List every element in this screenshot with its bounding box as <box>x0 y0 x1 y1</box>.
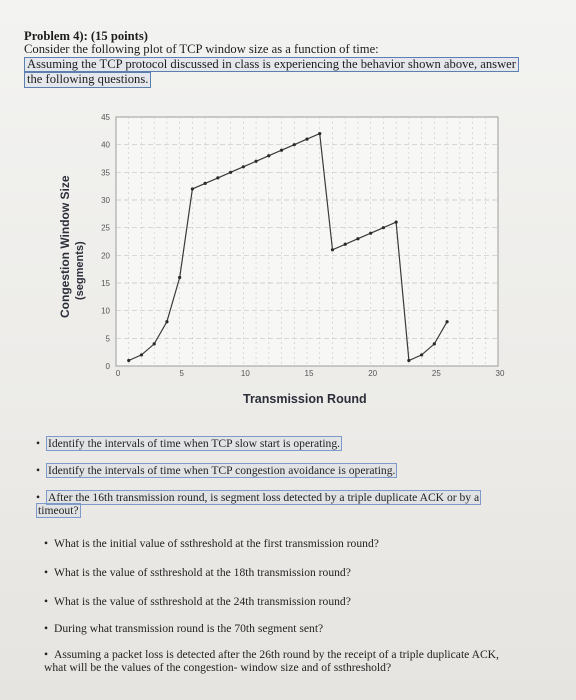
problem-intro: Consider the following plot of TCP window size as a function of time: <box>24 42 379 57</box>
y-tick-label: 40 <box>101 140 110 150</box>
y-tick-label: 35 <box>101 168 110 178</box>
data-point <box>433 342 436 345</box>
data-point <box>369 232 372 235</box>
data-point <box>267 154 270 157</box>
data-point <box>127 359 130 362</box>
data-point <box>356 237 359 240</box>
y-tick-label: 25 <box>101 223 110 233</box>
question-1: • Identify the intervals of time when TCP slow start is operating. <box>36 437 341 450</box>
x-tick-label: 25 <box>431 369 441 378</box>
data-point <box>344 243 347 246</box>
data-point <box>407 359 410 362</box>
y-tick-label: 5 <box>105 334 110 344</box>
question-6: • What is the value of ssthreshold at the 24th transmission round? <box>44 595 351 608</box>
data-point <box>191 187 194 190</box>
data-point <box>229 171 232 174</box>
y-axis-label: Congestion Window Size <box>58 175 72 318</box>
data-point <box>420 353 423 356</box>
cwnd-chart <box>0 100 576 420</box>
y-tick-label: 30 <box>101 196 110 205</box>
x-tick-label: 20 <box>368 369 378 378</box>
data-point <box>382 226 385 229</box>
data-point <box>318 132 321 135</box>
x-tick-label: 30 <box>495 369 505 378</box>
question-7: • During what transmission round is the 70th segment sent? <box>44 622 324 635</box>
question-5: • What is the value of ssthreshold at the 18th transmission round? <box>44 566 351 579</box>
x-tick-label: 0 <box>115 369 121 378</box>
y-tick-label: 10 <box>101 306 110 316</box>
question-3: • After the 16th transmission round, is segment loss detected by a triple duplicate ACK or by a timeout? <box>36 491 480 517</box>
data-point <box>165 320 168 323</box>
data-point <box>280 149 283 152</box>
data-point <box>242 165 245 168</box>
question-2: • Identify the intervals of time when TCP congestion avoidance is operating. <box>36 464 396 477</box>
y-axis-label-unit: (segments) <box>74 241 86 300</box>
data-point <box>178 276 181 279</box>
x-tick-label: 5 <box>179 369 184 378</box>
y-tick-label: 15 <box>101 279 110 288</box>
problem-title: Problem 4): (15 points) <box>24 29 148 43</box>
question-4: • What is the initial value of ssthreshold at the first transmission round? <box>44 537 379 550</box>
chart-svg <box>0 100 576 420</box>
data-point <box>140 353 143 356</box>
x-tick-label: 15 <box>304 369 314 378</box>
data-point <box>331 248 334 251</box>
problem-header <box>24 30 564 88</box>
x-axis-label: Transmission Round <box>243 392 367 406</box>
data-point <box>305 138 308 141</box>
problem-instruction: Assuming the TCP protocol discussed in class is experiencing the behavior shown above, answer <box>24 57 519 72</box>
data-point <box>216 176 219 179</box>
data-point <box>204 182 207 185</box>
data-point <box>153 342 156 345</box>
y-tick-label: 20 <box>101 251 110 261</box>
data-point <box>293 143 296 146</box>
x-tick-label: 10 <box>240 369 250 378</box>
problem-instruction-cont: the following questions. <box>24 72 151 87</box>
question-8: • Assuming a packet loss is detected after the 26th round by the receipt of a triple duplicate ACK, what will be the values of the congestion- window size and of ssthreshold? <box>44 648 499 674</box>
y-tick-label: 0 <box>105 362 110 371</box>
y-tick-label: 45 <box>101 113 110 122</box>
data-point <box>254 160 257 163</box>
data-point <box>395 221 398 224</box>
data-point <box>445 320 448 323</box>
